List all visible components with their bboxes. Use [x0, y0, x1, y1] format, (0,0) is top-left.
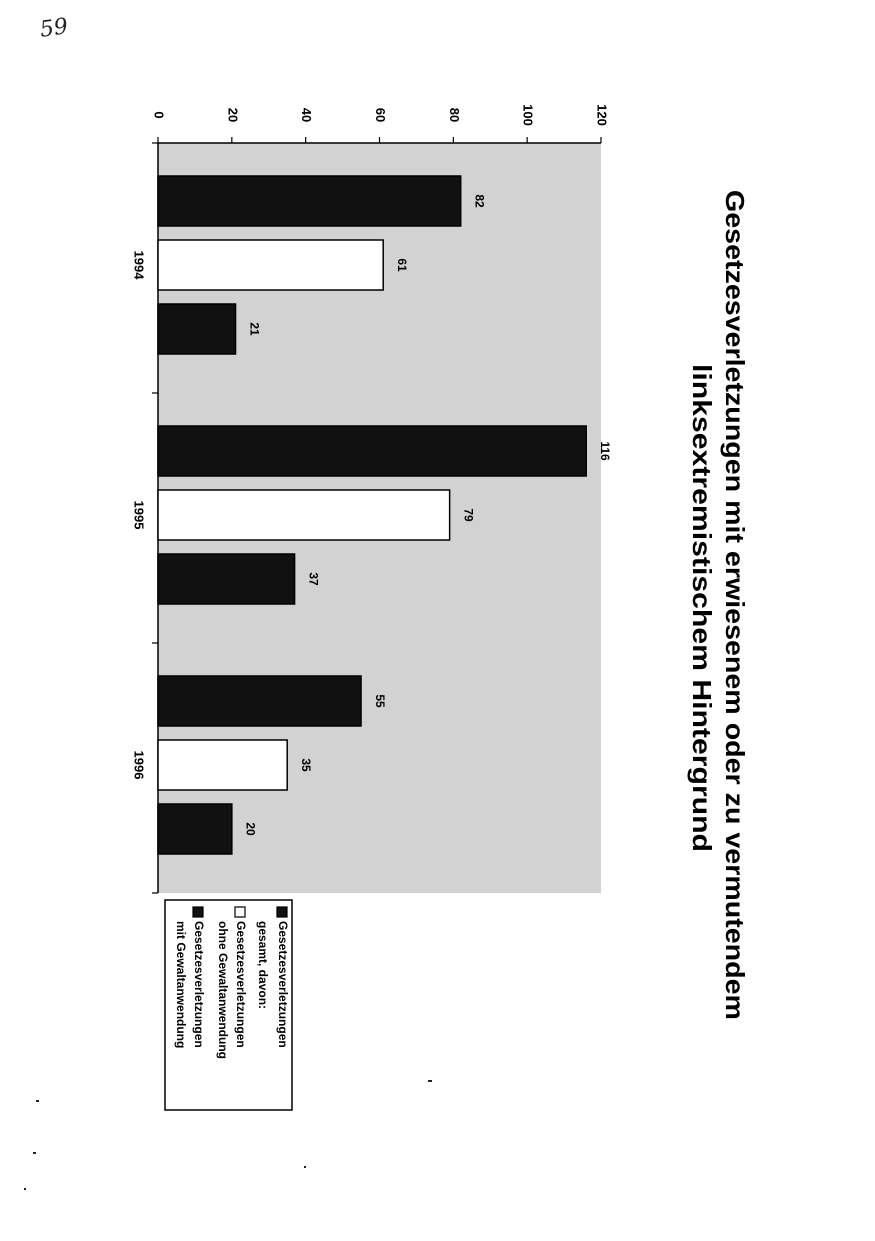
value-axis-tick-label: 80	[446, 107, 462, 123]
bar-data-label: 116	[598, 441, 613, 461]
legend-label: Gesetzesverletzungen	[275, 921, 290, 1048]
bar-data-label: 21	[247, 322, 262, 336]
bar	[158, 554, 295, 604]
bar-data-label: 82	[472, 194, 487, 208]
value-axis-tick-label: 100	[520, 104, 536, 126]
bar	[158, 304, 236, 354]
legend-marker	[193, 907, 203, 917]
bar-data-label: 79	[461, 508, 476, 522]
bar	[158, 240, 383, 290]
value-axis-tick-label: 40	[299, 107, 315, 123]
category-label: 1995	[131, 500, 147, 530]
legend-label: gesamt, davon:	[255, 921, 270, 1010]
bar	[158, 804, 232, 854]
bar	[158, 176, 461, 226]
bar-data-label: 61	[395, 258, 410, 272]
handwritten-page-number: 59	[38, 14, 70, 43]
bar	[158, 676, 361, 726]
legend-marker	[277, 907, 287, 917]
bar-data-label: 35	[299, 758, 314, 772]
legend-label: Gesetzesverletzungen	[233, 921, 248, 1048]
chart-title: Gesetzesverletzungen mit erwiesenem oder zu vermutendem	[720, 190, 751, 945]
category-label: 1996	[131, 750, 147, 780]
bar	[158, 740, 287, 790]
value-axis-tick-label: 120	[594, 104, 610, 126]
bar-data-label: 37	[306, 572, 321, 586]
value-axis-tick-label: 0	[151, 111, 167, 119]
legend-marker	[235, 907, 245, 917]
value-axis-tick-label: 60	[373, 107, 389, 123]
category-label: 1994	[131, 250, 147, 280]
legend-label: Gesetzesverletzungen	[191, 921, 206, 1048]
legend-label: ohne Gewaltanwendung	[215, 921, 230, 1060]
value-axis-tick-label: 20	[225, 107, 241, 123]
bar	[158, 490, 450, 540]
chart-title: linksextremistischem Hintergrund	[687, 364, 718, 785]
bar-data-label: 20	[243, 822, 258, 836]
bar-data-label: 55	[372, 694, 387, 708]
bar	[158, 426, 586, 476]
legend-label: mit Gewaltanwendung	[173, 921, 188, 1049]
